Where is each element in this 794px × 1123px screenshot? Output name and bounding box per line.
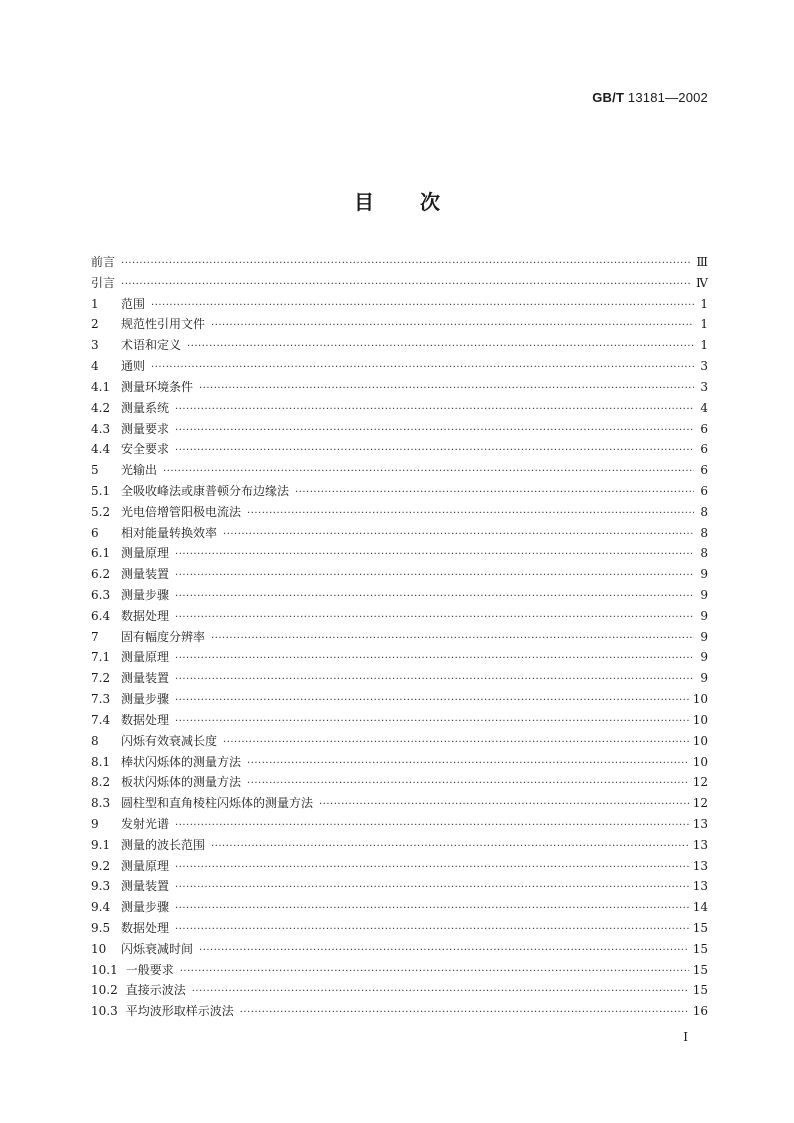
toc-entry[interactable] xyxy=(91,647,708,668)
toc-section-title: 棒状闪烁体的测量方法 xyxy=(121,754,242,769)
toc-section-number: 4 xyxy=(91,359,99,374)
dot-leader xyxy=(247,504,694,525)
toc-entry[interactable] xyxy=(91,752,708,773)
dot-leader xyxy=(199,941,689,962)
toc-section-number: 10.2 xyxy=(91,983,118,998)
dot-leader xyxy=(211,837,689,858)
toc-section-title: 测量原理 xyxy=(121,546,170,561)
toc-entry-text xyxy=(91,856,169,877)
dot-leader xyxy=(247,754,689,775)
toc-entry-text xyxy=(91,335,181,356)
toc-entry-text xyxy=(91,606,169,627)
toc-page-number: Ⅳ xyxy=(696,275,708,290)
dot-leader xyxy=(175,670,694,691)
toc-page-number: 3 xyxy=(700,359,708,374)
toc-section-number: 8.3 xyxy=(91,796,111,811)
dot-leader xyxy=(151,358,694,379)
dot-leader xyxy=(180,962,689,983)
toc-entry-text xyxy=(91,377,193,398)
toc-page-number: 10 xyxy=(692,712,708,727)
toc-section-number: 9.1 xyxy=(91,837,111,852)
dot-leader xyxy=(175,878,689,899)
toc-entry-text xyxy=(91,876,169,897)
toc-section-number: 2 xyxy=(91,317,99,332)
toc-entry-text xyxy=(91,585,169,606)
toc-page-number: 10 xyxy=(692,733,708,748)
toc-page-number: 9 xyxy=(700,671,708,686)
toc-section-number: 4.4 xyxy=(91,442,111,457)
toc-page-number: 6 xyxy=(700,463,708,478)
toc-entry[interactable] xyxy=(91,585,708,606)
toc-section-title: 发射光谱 xyxy=(121,816,170,831)
standard-prefix: GB/T xyxy=(592,90,625,105)
toc-section-number: 9.2 xyxy=(91,858,111,873)
toc-entry-text xyxy=(91,294,145,315)
toc-entry-text xyxy=(91,710,169,731)
toc-section-title: 测量步骤 xyxy=(121,900,170,915)
toc-entry[interactable] xyxy=(91,543,708,564)
toc-section-title: 数据处理 xyxy=(121,712,170,727)
toc-section-title: 一般要求 xyxy=(125,962,174,977)
dot-leader xyxy=(175,566,694,587)
toc-section-title: 测量装置 xyxy=(121,567,170,582)
toc-entry[interactable] xyxy=(91,856,708,877)
toc-entry[interactable] xyxy=(91,439,708,460)
toc-section-number: 9.4 xyxy=(91,900,111,915)
toc-page-number: 15 xyxy=(692,983,708,998)
toc-section-title: 测量步骤 xyxy=(121,588,170,602)
toc-section-number: 8.1 xyxy=(91,754,111,769)
dot-leader xyxy=(163,462,694,483)
toc-entry[interactable] xyxy=(91,980,708,1001)
toc-entry-text xyxy=(91,460,157,481)
toc-section-number: 6 xyxy=(91,525,99,540)
dot-leader xyxy=(175,920,689,941)
toc-section-title: 固有幅度分辨率 xyxy=(121,629,206,644)
toc-entry-text xyxy=(91,980,186,1001)
toc-section-title: 范围 xyxy=(121,296,146,311)
toc-entry[interactable] xyxy=(91,481,708,502)
toc-section-number: 7.3 xyxy=(91,692,111,707)
toc-section-number: 5.2 xyxy=(91,504,111,519)
toc-entry-text xyxy=(91,273,115,294)
toc-page-number: 13 xyxy=(692,816,708,831)
dot-leader xyxy=(121,254,692,275)
toc-section-title: 光输出 xyxy=(121,463,158,478)
toc-section-title: 圆柱型和直角棱柱闪烁体的测量方法 xyxy=(121,796,314,811)
toc-entry[interactable] xyxy=(91,960,708,981)
toc-page-number: 12 xyxy=(692,775,708,790)
toc-page-number: 9 xyxy=(700,629,708,644)
dot-leader xyxy=(192,982,689,1003)
dot-leader xyxy=(175,441,694,462)
toc-section-title: 板状闪烁体的测量方法 xyxy=(121,775,242,790)
toc-entry[interactable] xyxy=(91,252,708,273)
toc-page-number: 8 xyxy=(700,504,708,519)
toc-section-number: 9.3 xyxy=(91,879,111,894)
toc-page-number: 3 xyxy=(700,379,708,394)
toc-section-number: 1 xyxy=(91,296,99,311)
toc-page-number: 6 xyxy=(700,421,708,436)
toc-page-number: 1 xyxy=(700,338,708,353)
toc-entry[interactable] xyxy=(91,668,708,689)
toc-entry[interactable] xyxy=(91,564,708,585)
toc-entry[interactable] xyxy=(91,606,708,627)
toc-entry[interactable] xyxy=(91,835,708,856)
toc-section-title: 测量装置 xyxy=(121,671,170,686)
toc-section-title: 测量原理 xyxy=(121,858,170,873)
toc-entry[interactable] xyxy=(91,710,708,731)
toc-entry-text xyxy=(91,835,205,856)
toc-entry[interactable] xyxy=(91,502,708,523)
toc-page-number: Ⅲ xyxy=(696,255,708,269)
dot-leader xyxy=(223,525,694,546)
toc-section-number: 10.1 xyxy=(91,962,118,977)
toc-section-title: 前言 xyxy=(91,255,116,269)
toc-entry[interactable] xyxy=(91,793,708,814)
toc-section-number: 8 xyxy=(91,733,99,748)
toc-entry[interactable] xyxy=(91,460,708,481)
dot-leader xyxy=(175,816,689,837)
toc-section-number: 6.3 xyxy=(91,588,111,602)
toc-section-title: 安全要求 xyxy=(121,442,170,457)
toc-section-title: 测量系统 xyxy=(121,400,170,415)
dot-leader xyxy=(175,608,694,629)
toc-title: 目次 xyxy=(354,190,486,214)
toc-entry[interactable] xyxy=(91,772,708,793)
toc-page-number: 9 xyxy=(700,608,708,623)
dot-leader xyxy=(223,733,689,754)
toc-section-title: 通则 xyxy=(121,359,146,374)
table-of-contents xyxy=(91,252,708,1022)
toc-entry[interactable] xyxy=(91,918,708,939)
toc-entry[interactable] xyxy=(91,731,708,752)
toc-section-number: 7.4 xyxy=(91,712,111,727)
dot-leader xyxy=(319,795,689,816)
toc-entry-text xyxy=(91,356,145,377)
toc-entry[interactable] xyxy=(91,897,708,918)
toc-page-number: 6 xyxy=(700,483,708,498)
toc-page-number: 10 xyxy=(692,754,708,769)
toc-section-title: 测量要求 xyxy=(121,421,170,436)
toc-entry-text xyxy=(91,564,169,585)
toc-entry-text xyxy=(91,419,169,440)
toc-section-title: 规范性引用文件 xyxy=(121,317,206,332)
toc-entry-text xyxy=(91,668,169,689)
toc-entry[interactable] xyxy=(91,689,708,710)
toc-section-number: 7.1 xyxy=(91,650,111,665)
toc-entry-text xyxy=(91,627,205,648)
toc-section-number: 4.3 xyxy=(91,421,111,436)
toc-entry-text xyxy=(91,731,217,752)
dot-leader xyxy=(175,421,694,442)
toc-entry-text xyxy=(91,772,241,793)
dot-leader xyxy=(175,858,689,879)
dot-leader xyxy=(121,275,692,296)
toc-page-number: 16 xyxy=(692,1004,708,1019)
toc-page-number: 8 xyxy=(700,525,708,540)
dot-leader xyxy=(240,1003,689,1024)
toc-section-title: 引言 xyxy=(91,275,116,290)
toc-section-title: 测量装置 xyxy=(121,879,170,894)
toc-entry[interactable] xyxy=(91,377,708,398)
toc-entry-text xyxy=(91,252,115,273)
dot-leader xyxy=(175,400,694,421)
toc-section-number: 5 xyxy=(91,463,99,478)
toc-entry-text xyxy=(91,960,174,981)
toc-section-number: 5.1 xyxy=(91,483,111,498)
toc-page-number: 6 xyxy=(700,442,708,457)
toc-entry-text xyxy=(91,939,193,960)
toc-page-number: 1 xyxy=(700,317,708,332)
toc-entry[interactable] xyxy=(91,314,708,335)
toc-entry[interactable] xyxy=(91,523,708,544)
toc-page-number: 15 xyxy=(692,921,708,935)
toc-section-number: 6.2 xyxy=(91,567,111,582)
toc-section-title: 数据处理 xyxy=(121,921,170,935)
dot-leader xyxy=(151,296,694,317)
toc-entry[interactable] xyxy=(91,335,708,356)
toc-page-number: 10 xyxy=(692,692,708,707)
toc-page-number: 9 xyxy=(700,650,708,665)
toc-entry-text xyxy=(91,793,313,814)
dot-leader xyxy=(211,316,694,337)
toc-page-number: 12 xyxy=(692,796,708,811)
toc-entry-text xyxy=(91,481,289,502)
standard-code xyxy=(592,90,708,105)
toc-section-number: 4.1 xyxy=(91,379,111,394)
toc-section-number: 10 xyxy=(91,941,107,956)
dot-leader xyxy=(175,587,694,608)
dot-leader xyxy=(175,712,689,733)
toc-page-number: 9 xyxy=(700,567,708,582)
dot-leader xyxy=(175,649,694,670)
dot-leader xyxy=(175,899,689,920)
toc-entry[interactable] xyxy=(91,398,708,419)
dot-leader xyxy=(247,774,689,795)
toc-section-title: 闪烁衰减时间 xyxy=(121,941,194,956)
toc-entry-text xyxy=(91,543,169,564)
toc-entry-text xyxy=(91,398,169,419)
toc-entry-text xyxy=(91,689,169,710)
toc-section-number: 3 xyxy=(91,338,99,353)
toc-entry-text xyxy=(91,523,217,544)
toc-section-number: 9.5 xyxy=(91,921,111,935)
toc-section-title: 相对能量转换效率 xyxy=(121,525,218,540)
toc-section-number: 8.2 xyxy=(91,775,111,790)
toc-section-title: 测量步骤 xyxy=(121,692,170,707)
toc-page-number: 13 xyxy=(692,837,708,852)
toc-entry[interactable] xyxy=(91,876,708,897)
toc-section-number: 6.1 xyxy=(91,546,111,561)
toc-entry[interactable] xyxy=(91,294,708,315)
toc-entry[interactable] xyxy=(91,1001,708,1022)
toc-page-number: 4 xyxy=(700,400,708,415)
toc-entry[interactable] xyxy=(91,814,708,835)
toc-entry-text xyxy=(91,647,169,668)
toc-section-number: 7.2 xyxy=(91,671,111,686)
toc-page-number: 9 xyxy=(700,588,708,602)
toc-entry[interactable] xyxy=(91,273,708,294)
toc-entry-text xyxy=(91,502,241,523)
toc-section-title: 直接示波法 xyxy=(125,983,186,998)
toc-section-title: 光电倍增管阳极电流法 xyxy=(121,504,242,519)
dot-leader xyxy=(187,337,694,358)
toc-section-number: 4.2 xyxy=(91,400,111,415)
toc-page-number: 1 xyxy=(700,296,708,311)
toc-page-number: 13 xyxy=(692,858,708,873)
toc-section-title: 测量原理 xyxy=(121,650,170,665)
toc-page-number: 14 xyxy=(692,900,708,915)
dot-leader xyxy=(295,483,694,504)
dot-leader xyxy=(199,379,694,400)
toc-entry[interactable] xyxy=(91,627,708,648)
toc-entry-text xyxy=(91,1001,234,1022)
toc-section-title: 测量的波长范围 xyxy=(121,837,206,852)
toc-entry[interactable] xyxy=(91,419,708,440)
toc-entry-text xyxy=(91,439,169,460)
toc-section-number: 7 xyxy=(91,629,99,644)
dot-leader xyxy=(175,691,689,712)
page-number: I xyxy=(683,1030,688,1044)
toc-page-number: 15 xyxy=(692,941,708,956)
toc-section-number: 10.3 xyxy=(91,1004,118,1019)
toc-section-title: 数据处理 xyxy=(121,608,170,623)
toc-section-title: 全吸收峰法或康普顿分布边缘法 xyxy=(121,483,290,498)
toc-section-title: 测量环境条件 xyxy=(121,379,194,394)
toc-entry[interactable] xyxy=(91,356,708,377)
toc-entry-text xyxy=(91,314,205,335)
toc-section-title: 平均波形取样示波法 xyxy=(125,1004,234,1019)
toc-page-number: 8 xyxy=(700,546,708,561)
toc-entry-text xyxy=(91,918,169,939)
toc-entry-text xyxy=(91,752,241,773)
standard-number: 13181—2002 xyxy=(627,90,708,105)
toc-section-title: 术语和定义 xyxy=(121,338,182,353)
toc-entry-text xyxy=(91,897,169,918)
toc-section-title: 闪烁有效衰减长度 xyxy=(121,733,218,748)
dot-leader xyxy=(175,545,694,566)
toc-entry[interactable] xyxy=(91,939,708,960)
toc-section-number: 9 xyxy=(91,816,99,831)
toc-section-number: 6.4 xyxy=(91,608,111,623)
dot-leader xyxy=(211,629,694,650)
toc-entry-text xyxy=(91,814,169,835)
toc-page-number: 15 xyxy=(692,962,708,977)
toc-page-number: 13 xyxy=(692,879,708,894)
